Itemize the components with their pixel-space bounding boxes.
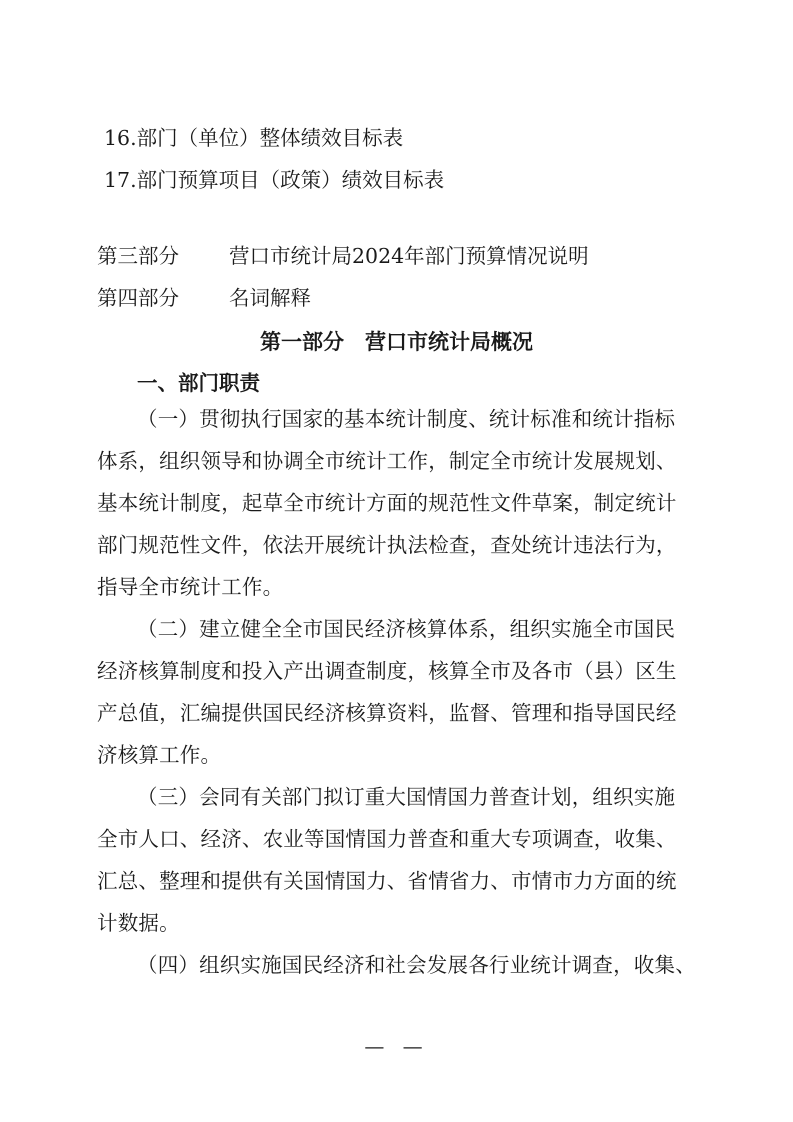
toc-item-17: 17.部门预算项目（政策）绩效目标表: [104, 168, 445, 192]
paragraph-line: （四）组织实施国民经济和社会发展各行业统计调查，收集、: [137, 953, 696, 977]
paragraph-line: 基本统计制度，起草全市统计方面的规范性文件草案，制定统计: [97, 491, 677, 515]
paragraph-line: 济核算工作。: [97, 743, 222, 767]
paragraph-line: 部门规范性文件，依法开展统计执法检查，查处统计违法行为，: [97, 533, 677, 557]
toc-part-three: [97, 242, 589, 270]
part-label: 第四部分: [97, 286, 179, 310]
paragraph-line: 经济核算制度和投入产出调查制度，核算全市及各市（县）区生: [97, 659, 677, 683]
paragraph-line: 产总值，汇编提供国民经济核算资料，监督、管理和指导国民经: [97, 701, 677, 725]
part-text: 营口市统计局2024年部门预算情况说明: [229, 244, 589, 268]
paragraph-line: 全市人口、经济、农业等国情国力普查和重大专项调查，收集、: [97, 827, 677, 851]
paragraph-line: （三）会同有关部门拟订重大国情国力普查计划，组织实施: [137, 785, 676, 809]
paragraph-line: 体系，组织领导和协调全市统计工作，制定全市统计发展规划、: [97, 449, 677, 473]
toc-part-four: [97, 284, 311, 312]
section-heading: 一、部门职责: [137, 371, 260, 395]
section-title: 第一部分 营口市统计局概况: [260, 330, 533, 354]
part-label: 第三部分: [97, 244, 179, 268]
paragraph-line: （一）贯彻执行国家的基本统计制度、统计标准和统计指标: [137, 407, 676, 431]
page-number: — —: [364, 1034, 429, 1058]
part-text: 名词解释: [229, 286, 311, 310]
paragraph-line: 指导全市统计工作。: [97, 575, 284, 599]
paragraph-line: 计数据。: [97, 911, 180, 935]
paragraph-line: （二）建立健全全市国民经济核算体系，组织实施全市国民: [137, 617, 676, 641]
paragraph-line: 汇总、整理和提供有关国情国力、省情省力、市情市力方面的统: [97, 869, 677, 893]
toc-item-16: 16.部门（单位）整体绩效目标表: [104, 126, 404, 150]
